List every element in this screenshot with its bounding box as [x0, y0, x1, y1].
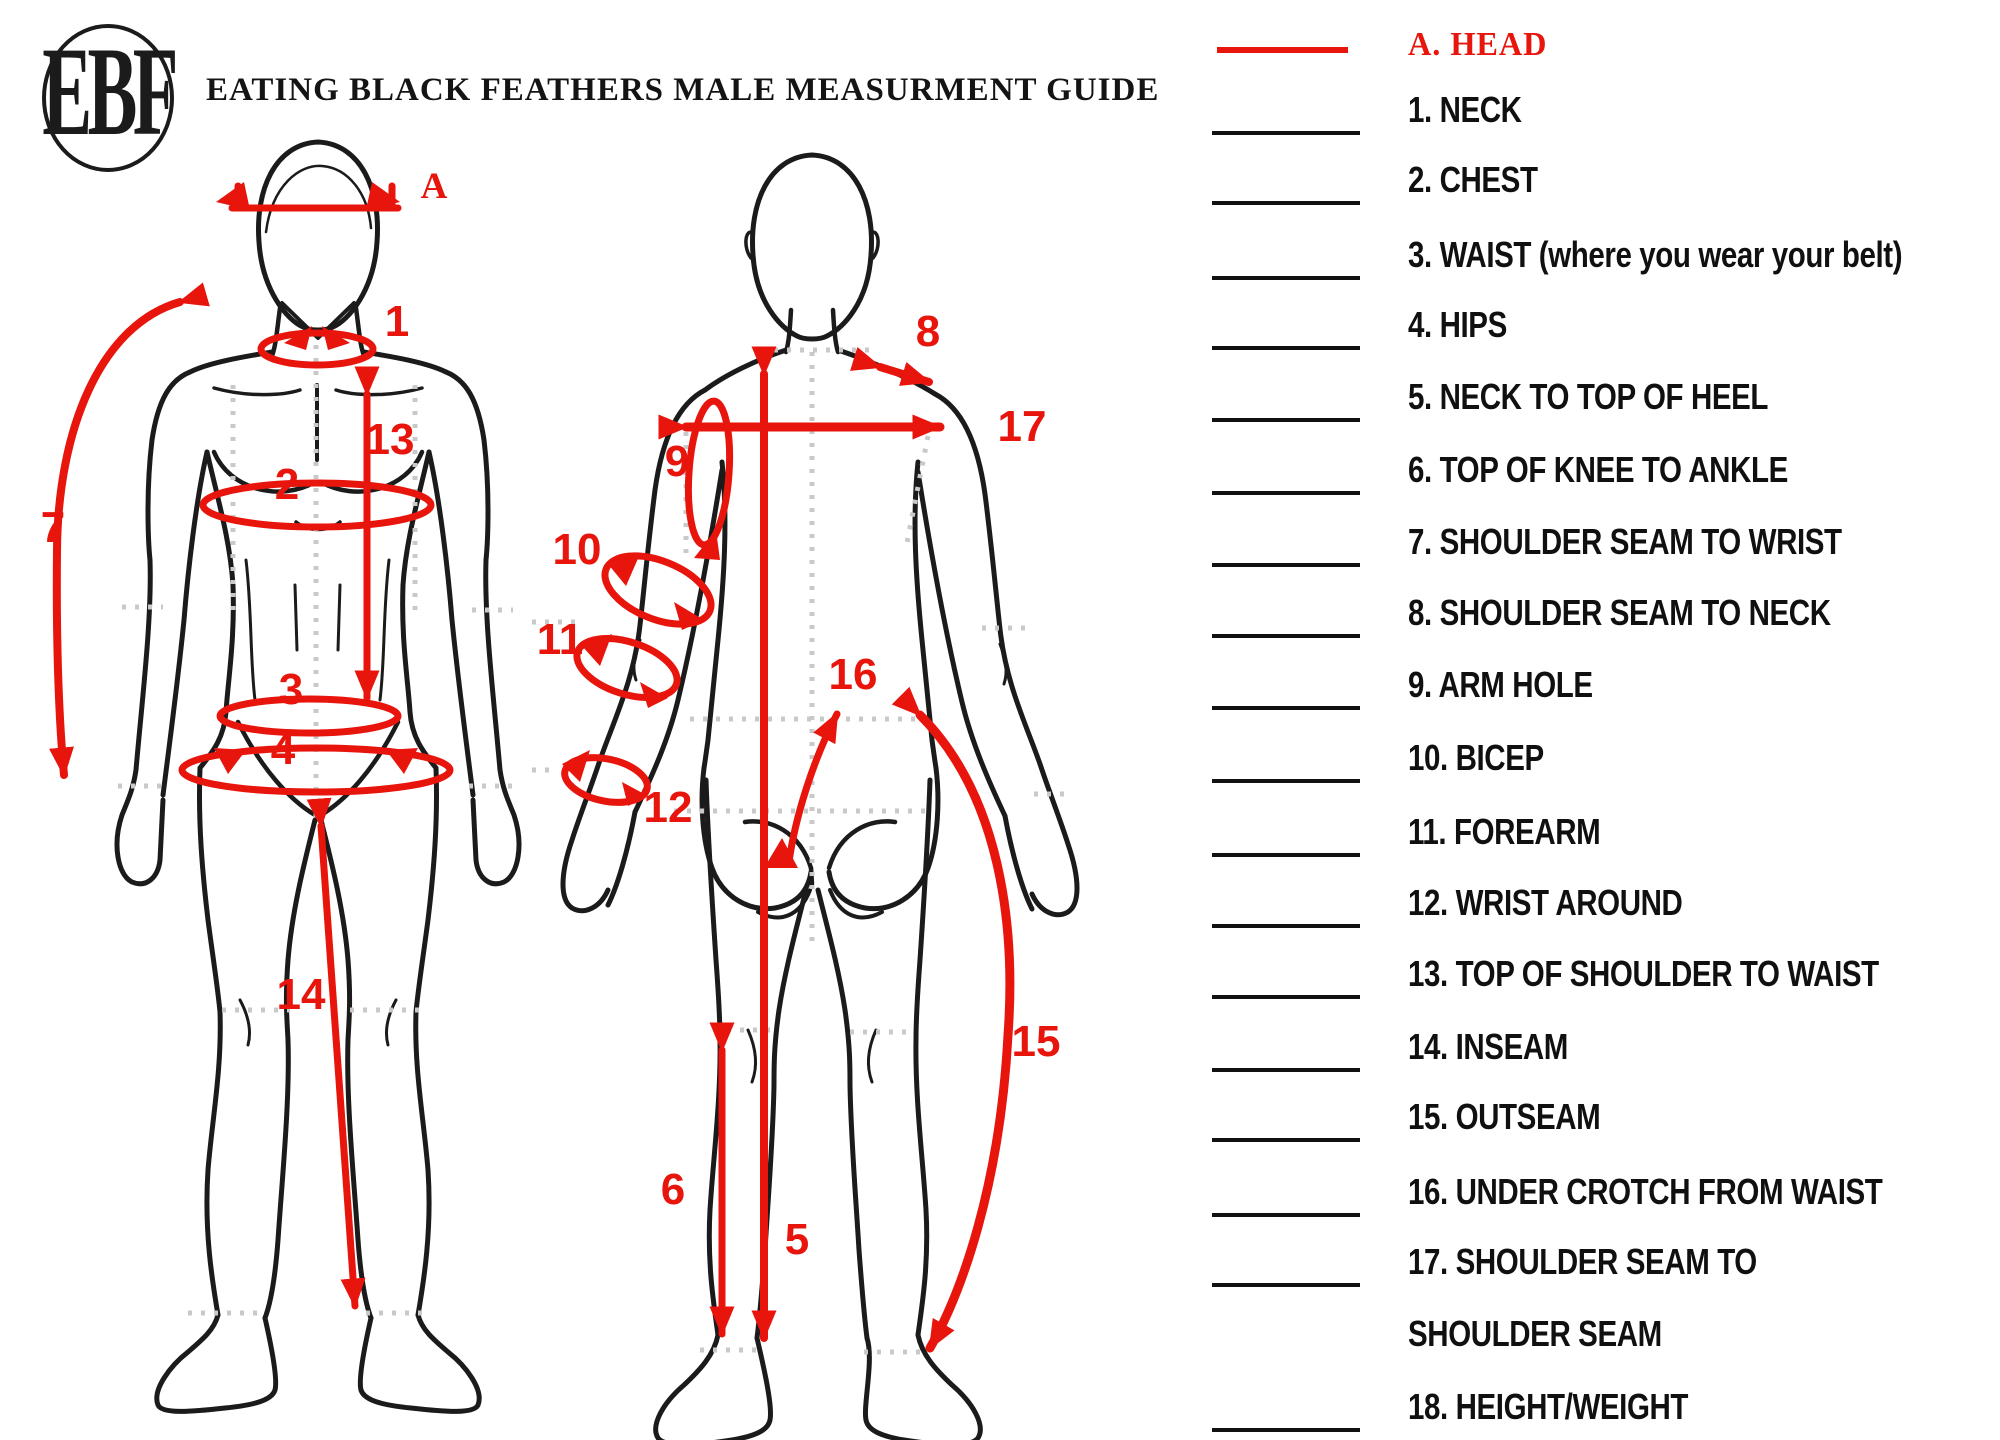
list-label-knee-ankle: 6. TOP OF KNEE TO ANKLE: [1408, 449, 1788, 490]
list-row-crotch-waist: [1200, 1170, 2000, 1214]
blank-line-inseam: [1212, 1068, 1360, 1072]
list-row-waist: [1200, 233, 2000, 277]
blank-line-seam-seam: [1212, 1283, 1360, 1287]
blank-line-knee-ankle: [1212, 491, 1360, 495]
list-label-hips: 4. HIPS: [1408, 304, 1507, 345]
list-label-seam-seam-cont: SHOULDER SEAM: [1408, 1313, 1662, 1354]
annotation-14: 14: [276, 970, 326, 1019]
annotation-2: 2: [274, 460, 300, 509]
blank-line-seam-neck: [1212, 634, 1360, 638]
front-guide-lines: [118, 345, 517, 1313]
list-label-height-weight: 18. HEIGHT/WEIGHT: [1408, 1386, 1689, 1427]
list-row-height-weight: [1200, 1385, 2000, 1429]
blank-line-waist: [1212, 276, 1360, 280]
annotation-1: 1: [384, 297, 410, 346]
list-row-bicep: [1200, 736, 2000, 780]
blank-line-head: [1217, 47, 1348, 53]
list-label-seam-neck: 8. SHOULDER SEAM TO NECK: [1408, 592, 1831, 633]
annotation-15: 15: [1011, 1017, 1061, 1066]
annotation-8: 8: [915, 307, 941, 356]
annotation-13: 13: [365, 415, 415, 464]
measurement-list: [1200, 0, 2000, 1440]
wrist-loop: [561, 750, 652, 809]
list-row-hips: [1200, 303, 2000, 347]
annotation-4: 4: [270, 725, 296, 774]
list-label-seam-wrist: 7. SHOULDER SEAM TO WRIST: [1408, 521, 1842, 562]
list-row-wrist: [1200, 881, 2000, 925]
list-label-forearm: 11. FOREARM: [1408, 811, 1601, 852]
list-label-bicep: 10. BICEP: [1408, 737, 1544, 778]
list-label-head: A. HEAD: [1408, 26, 1548, 63]
blank-line-chest: [1212, 201, 1360, 205]
list-row-armhole: [1200, 663, 2000, 707]
list-label-wrist: 12. WRIST AROUND: [1408, 882, 1683, 923]
list-row-head: [1200, 23, 2000, 67]
list-label-chest: 2. CHEST: [1408, 159, 1538, 200]
annotation-17: 17: [997, 402, 1047, 451]
forearm-loop: [570, 627, 685, 709]
list-label-neck-heel: 5. NECK TO TOP OF HEEL: [1408, 376, 1769, 417]
shoulder-wrist-arrow: [57, 302, 180, 775]
annotation-7: 7: [40, 503, 66, 552]
list-row-forearm: [1200, 810, 2000, 854]
list-row-seam-seam: [1200, 1240, 2000, 1284]
blank-line-armhole: [1212, 706, 1360, 710]
blank-line-neck: [1212, 131, 1360, 135]
list-row-seam-seam-cont: [1200, 1312, 2000, 1356]
list-row-seam-wrist: [1200, 520, 2000, 564]
annotation-6: 6: [660, 1165, 686, 1214]
list-label-neck: 1. NECK: [1408, 89, 1522, 130]
list-label-shoulder-waist: 13. TOP OF SHOULDER TO WAIST: [1408, 953, 1879, 994]
annotation-10: 10: [552, 525, 602, 574]
list-row-knee-ankle: [1200, 448, 2000, 492]
list-label-inseam: 14. INSEAM: [1408, 1026, 1568, 1067]
logo-monogram: EBF: [42, 22, 174, 163]
list-row-inseam: [1200, 1025, 2000, 1069]
back-measurement-marks: [537, 307, 1061, 1348]
list-row-shoulder-waist: [1200, 952, 2000, 996]
list-label-seam-seam: 17. SHOULDER SEAM TO: [1408, 1241, 1757, 1282]
list-label-armhole: 9. ARM HOLE: [1408, 664, 1593, 705]
blank-line-crotch-waist: [1212, 1213, 1360, 1217]
head-measure-line: [216, 182, 400, 210]
annotation-3: 3: [278, 665, 304, 714]
blank-line-neck-heel: [1212, 418, 1360, 422]
page-title: EATING BLACK FEATHERS MALE MEASURMENT GUIDE: [206, 72, 1160, 108]
list-row-neck-heel: [1200, 375, 2000, 419]
list-label-outseam: 15. OUTSEAM: [1408, 1096, 1601, 1137]
annotation-5: 5: [784, 1215, 810, 1264]
blank-line-hips: [1212, 346, 1360, 350]
blank-line-seam-wrist: [1212, 563, 1360, 567]
outseam-arrow: [920, 715, 1010, 1348]
blank-line-bicep: [1212, 779, 1360, 783]
blank-line-shoulder-waist: [1212, 995, 1360, 999]
list-label-waist: 3. WAIST (where you wear your belt): [1408, 234, 1903, 275]
annotation-12: 12: [643, 783, 693, 832]
blank-line-forearm: [1212, 853, 1360, 857]
list-row-neck: [1200, 88, 2000, 132]
waist-measure-loop: [220, 699, 398, 733]
hips-measure-loop: [182, 748, 450, 792]
annotation-16: 16: [828, 650, 878, 699]
list-row-outseam: [1200, 1095, 2000, 1139]
blank-line-wrist: [1212, 924, 1360, 928]
list-row-chest: [1200, 158, 2000, 202]
blank-line-outseam: [1212, 1138, 1360, 1142]
list-label-crotch-waist: 16. UNDER CROTCH FROM WAIST: [1408, 1171, 1883, 1212]
annotation-9: 9: [664, 437, 690, 486]
list-row-seam-neck: [1200, 591, 2000, 635]
blank-line-height-weight: [1212, 1428, 1360, 1432]
annotation-A: A: [420, 166, 448, 207]
annotation-11: 11: [536, 615, 584, 664]
